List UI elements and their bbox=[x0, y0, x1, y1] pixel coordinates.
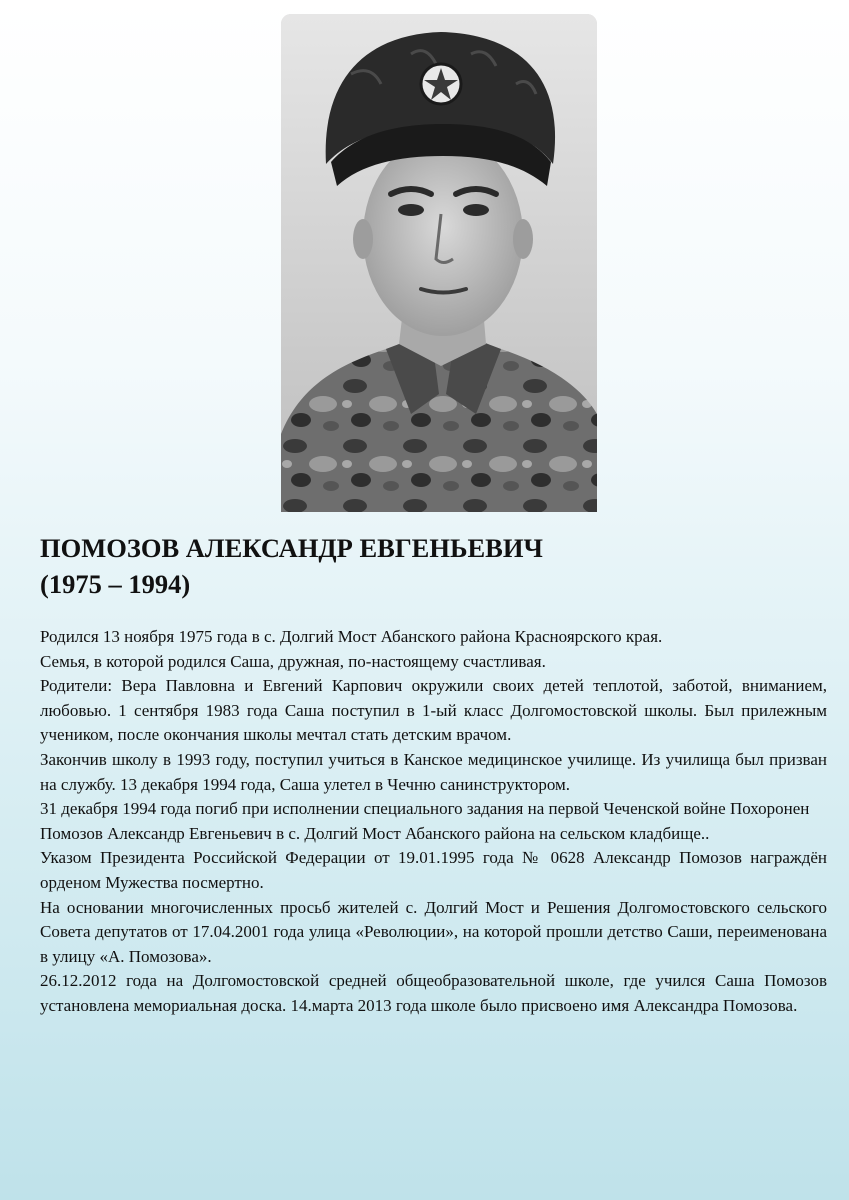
biography-paragraph: Закончив школу в 1993 году, поступил учиться в Канское медицинское училище. Из училища был призван на службу. 13 декабря 1994 года, Саша улетел в Чечню санинструктором. bbox=[40, 749, 827, 794]
biography-text bbox=[40, 625, 827, 1019]
portrait-photo bbox=[281, 14, 597, 512]
biography-paragraph: На основании многочисленных просьб жителей с. Долгий Мост и Решения Долгомостовского сельского Совета депутатов от 17.04.2001 года улица «Революции», на которой прошли детство Саши, переименована в улицу «А. Помозова». bbox=[40, 897, 827, 966]
biography-paragraph: Родители: Вера Павловна и Евгений Карпович окружили своих детей теплотой, заботой, вниманием, любовью. 1 сентября 1983 года Саша поступил в 1-ый класс Долгомостовской школы. Был прилежным учеником, после окончания школы мечтал стать детским врачом. bbox=[40, 676, 827, 745]
page-title bbox=[40, 530, 820, 602]
biography-paragraph: Семья, в которой родился Саша, дружная, по-настоящему счастливая. bbox=[40, 651, 546, 671]
life-years: (1975 – 1994) bbox=[40, 569, 191, 599]
biography-paragraph: Указом Президента Российской Федерации от 19.01.1995 года № 0628 Александр Помозов награждён орденом Мужества посмертно. bbox=[40, 848, 827, 892]
soldier-portrait-icon bbox=[281, 14, 597, 512]
biography-paragraph: Родился 13 ноября 1975 года в с. Долгий Мост Абанского района Красноярского края. bbox=[40, 627, 663, 646]
biography-paragraph: 26.12.2012 года на Долгомостовской средней общеобразовательной школе, где учился Саша Помозов установлена мемориальная доска. 14.марта 2013 года школе было присвоено имя Александра Помозова. bbox=[40, 971, 827, 1015]
biography-paragraph: 31 декабря 1994 года погиб при исполнении специального задания на первой Чеченской войне Похоронен Помозов Александр Евгеньевич в с. Долгий Мост Абанского района на сельском кладбище.. bbox=[40, 799, 810, 843]
person-name: ПОМОЗОВ АЛЕКСАНДР ЕВГЕНЬЕВИЧ bbox=[40, 533, 543, 563]
